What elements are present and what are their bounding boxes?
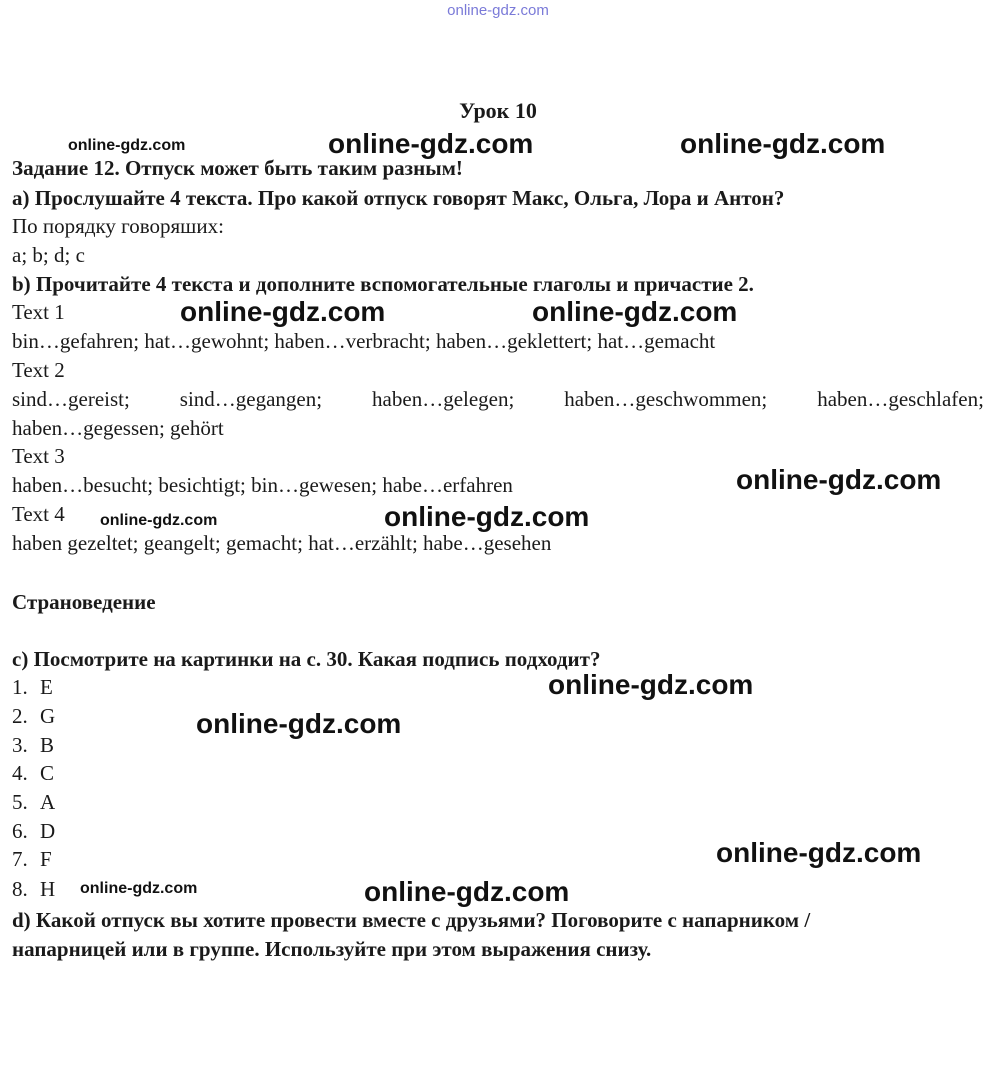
text2-answer xyxy=(12,387,984,411)
watermark: online-gdz.com xyxy=(716,837,922,868)
question-d-line1: d) Какой отпуск вы хотите провести вместе с друзьями? Поговорите с напарником / xyxy=(12,908,811,932)
item-number: 2. xyxy=(12,704,28,728)
item-number: 3. xyxy=(12,733,28,757)
item-value: G xyxy=(40,704,56,728)
watermark: online-gdz.com xyxy=(532,296,738,327)
text1-label: Text 1 xyxy=(12,300,65,324)
item-value: B xyxy=(40,733,55,757)
item-number: 5. xyxy=(12,790,28,814)
text2-answer-cont: haben…gegessen; gehört xyxy=(12,416,224,440)
item-value: A xyxy=(40,790,56,814)
text4-label: Text 4 xyxy=(12,502,65,526)
item-value: C xyxy=(40,761,55,785)
item-number: 8. xyxy=(12,877,28,901)
task-heading: Задание 12. Отпуск может быть таким разным! xyxy=(12,156,463,180)
text1-answer: bin…gefahren; hat…gewohnt; haben…verbracht; haben…geklettert; hat…gemacht xyxy=(12,329,716,353)
watermark: online-gdz.com xyxy=(180,296,386,327)
text2-part: sind…gegangen; xyxy=(179,387,323,411)
answer-a-intro: По порядку говоряших: xyxy=(12,214,224,238)
watermark: online-gdz.com xyxy=(80,880,198,897)
text3-answer: haben…besucht; besichtigt; bin…gewesen; habe…erfahren xyxy=(12,473,513,497)
watermark: online-gdz.com xyxy=(736,464,942,495)
watermark: online-gdz.com xyxy=(68,137,186,154)
answer-c-item xyxy=(12,761,54,785)
watermark: online-gdz.com xyxy=(548,669,754,700)
item-number: 4. xyxy=(12,761,28,785)
text2-label: Text 2 xyxy=(12,358,65,382)
text2-part: haben…geschwommen; xyxy=(564,387,768,411)
text2-part: haben…geschlafen; xyxy=(817,387,984,411)
item-number: 7. xyxy=(12,847,28,871)
watermark: online-gdz.com xyxy=(364,876,570,907)
item-value: E xyxy=(40,675,53,699)
answer-c-item xyxy=(12,733,54,757)
question-a: a) Прослушайте 4 текста. Про какой отпуск говорят Макс, Ольга, Лора и Антон? xyxy=(12,186,785,210)
item-number: 1. xyxy=(12,675,28,699)
page-title: Урок 10 xyxy=(459,98,537,123)
watermark: online-gdz.com xyxy=(680,128,886,159)
watermark: online-gdz.com xyxy=(196,708,402,739)
top-watermark: online-gdz.com xyxy=(447,2,549,19)
section-title: Страноведение xyxy=(12,590,156,614)
text4-answer: haben gezeltet; geangelt; gemacht; hat…erzählt; habe…gesehen xyxy=(12,531,552,555)
text3-label: Text 3 xyxy=(12,444,65,468)
watermark: online-gdz.com xyxy=(384,501,590,532)
watermark: online-gdz.com xyxy=(100,512,218,529)
question-d-line2: напарницей или в группе. Используйте при этом выражения снизу. xyxy=(12,937,652,961)
answer-c-item xyxy=(12,877,55,901)
answer-c-item xyxy=(12,790,55,814)
item-value: F xyxy=(40,847,52,871)
item-number: 6. xyxy=(12,819,28,843)
answer-c-item xyxy=(12,847,52,871)
text2-part: sind…gereist; xyxy=(12,387,130,411)
text2-part: haben…gelegen; xyxy=(372,387,515,411)
question-b: b) Прочитайте 4 текста и дополните вспомогательные глаголы и причастие 2. xyxy=(12,272,754,296)
watermark: online-gdz.com xyxy=(328,128,534,159)
item-value: H xyxy=(40,877,56,901)
answer-c-item xyxy=(12,819,55,843)
item-value: D xyxy=(40,819,56,843)
answer-a: a; b; d; c xyxy=(12,243,85,267)
answer-c-item xyxy=(12,704,55,728)
question-c: c) Посмотрите на картинки на с. 30. Какая подпись подходит? xyxy=(12,647,601,671)
answer-c-item xyxy=(12,675,53,699)
